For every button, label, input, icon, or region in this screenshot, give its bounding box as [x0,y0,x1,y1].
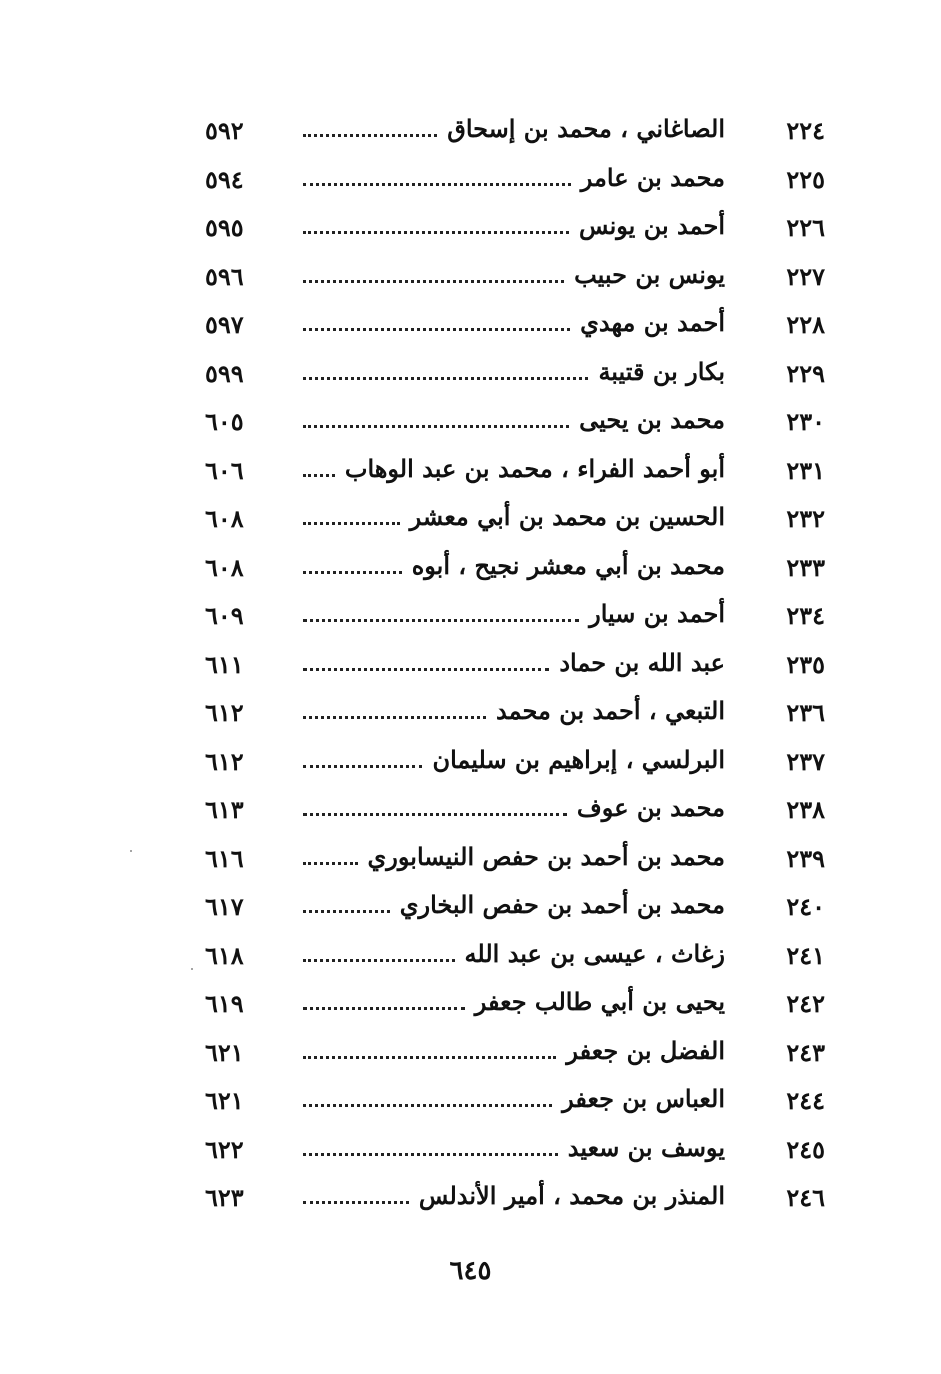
entry-number: ٢٢٨ [786,310,825,339]
entry-page: ٥٩٦ [205,261,244,291]
toc-entry [205,1179,825,1228]
scan-speck [191,968,193,970]
entry-number: ٢٤٢ [786,989,825,1018]
entry-title: التبعي ، أحمد بن محمد [496,696,725,725]
entry-page: ٦٠٩ [205,601,244,630]
dot-leader [303,1100,552,1107]
dot-leader [303,858,358,865]
table-of-contents [205,112,825,1228]
entry-number: ٢٤١ [786,940,825,970]
entry-number: ٢٢٦ [786,213,825,242]
entry-title: يونس بن حبيب [574,259,725,289]
toc-entry [205,888,825,937]
entry-number: ٢٣٤ [786,601,825,630]
entry-title: زغاث ، عيسى بن عبد الله [464,938,725,968]
entry-title: أحمد بن مهدي [580,308,725,337]
entry-title: محمد بن يحيى [579,405,725,434]
entry-title: عبد الله بن حماد [559,647,725,677]
toc-entry [205,403,825,452]
entry-number: ٢٤٣ [786,1037,825,1067]
entry-page: ٦٠٨ [205,552,244,582]
toc-entry [205,258,825,307]
entry-page: ٥٩٢ [205,116,244,145]
entry-title: أبو أحمد الفراء ، محمد بن عبد الوهاب [344,453,725,483]
entry-page: ٦١٣ [205,795,244,824]
dot-leader [303,1149,558,1156]
scan-speck [130,850,132,852]
toc-entry [205,209,825,258]
entry-title: يوسف بن سعيد [567,1132,725,1162]
entry-page: ٦١٧ [205,892,244,921]
entry-number: ٢٣٨ [786,795,825,824]
entry-title: محمد بن أبي معشر نجيح ، أبوه [411,550,725,580]
toc-entry [205,500,825,549]
entry-title: أحمد بن سيار [589,599,725,628]
entry-page: ٦١٩ [205,989,244,1018]
entry-number: ٢٣٢ [786,504,825,533]
dot-leader [303,470,335,477]
entry-page: ٦٢١ [205,1086,244,1115]
toc-entry [205,1131,825,1180]
entry-page: ٦١٨ [205,940,244,970]
dot-leader [303,761,422,768]
entry-title: محمد بن أحمد بن حفص النيسابوري [367,841,725,871]
toc-entry [205,549,825,598]
toc-entry [205,743,825,792]
entry-title: الصاغاني ، محمد بن إسحاق [447,114,725,143]
entry-number: ٢٤٠ [786,892,825,921]
entry-page: ٦٠٥ [205,407,244,436]
dot-leader [303,955,455,962]
toc-entry [205,355,825,404]
toc-entry [205,694,825,743]
entry-number: ٢٢٥ [786,164,825,194]
entry-title: يحيى بن أبي طالب جعفر [474,987,725,1016]
entry-title: محمد بن أحمد بن حفص البخاري [399,890,725,919]
entry-page: ٦١٢ [205,698,244,727]
dot-leader [303,227,569,234]
toc-entry [205,985,825,1034]
entry-page: ٦١١ [205,649,244,679]
entry-number: ٢٣١ [786,455,825,485]
dot-leader [303,130,437,137]
dot-leader [303,1197,409,1204]
dot-leader [303,179,571,186]
entry-number: ٢٢٤ [786,116,825,145]
dot-leader [303,1052,556,1059]
dot-leader [303,276,564,283]
entry-title: محمد بن عامر [580,162,725,192]
toc-entry [205,840,825,889]
entry-number: ٢٣٠ [786,407,825,436]
toc-entry [205,1034,825,1083]
entry-page: ٥٩٤ [205,164,244,194]
dot-leader [303,518,400,525]
dot-leader [303,1003,465,1010]
dot-leader [303,567,402,574]
dot-leader [303,712,486,719]
dot-leader [303,664,549,671]
entry-title: أحمد بن يونس [579,211,725,240]
toc-entry [205,112,825,161]
entry-title: المنذر بن محمد ، أمير الأندلس [418,1181,725,1210]
entry-page: ٥٩٧ [205,310,244,339]
entry-title: العباس بن جعفر [562,1084,725,1113]
entry-number: ٢٤٦ [786,1183,825,1212]
toc-entry [205,161,825,210]
entry-title: الفضل بن جعفر [566,1035,725,1065]
entry-number: ٢٣٣ [786,552,825,582]
entry-number: ٢٣٩ [786,843,825,873]
dot-leader [303,324,570,331]
dot-leader [303,421,569,428]
dot-leader [303,906,390,913]
toc-entry [205,452,825,501]
entry-number: ٢٣٥ [786,649,825,679]
toc-entry [205,306,825,355]
entry-page: ٥٩٥ [205,213,244,242]
toc-entry [205,791,825,840]
dot-leader [303,615,579,622]
dot-leader [303,809,567,816]
entry-page: ٦٢٣ [205,1183,244,1212]
entry-number: ٢٢٧ [786,261,825,291]
entry-page: ٦٢٢ [205,1134,244,1164]
entry-number: ٢٤٤ [786,1086,825,1115]
entry-page: ٦١٢ [205,746,244,776]
entry-number: ٢٣٦ [786,698,825,727]
entry-number: ٢٣٧ [786,746,825,776]
toc-entry [205,646,825,695]
toc-entry [205,937,825,986]
entry-title: الحسين بن محمد بن أبي معشر [409,502,725,531]
entry-page: ٦٠٨ [205,504,244,533]
entry-number: ٢٤٥ [786,1134,825,1164]
entry-page: ٥٩٩ [205,358,244,388]
page-number: ٦٤٥ [449,1256,492,1286]
entry-title: البرلسي ، إبراهيم بن سليمان [432,744,725,774]
entry-page: ٦٠٦ [205,455,244,485]
toc-entry [205,597,825,646]
entry-page: ٦١٦ [205,843,244,873]
dot-leader [303,373,588,380]
toc-entry [205,1082,825,1131]
entry-number: ٢٢٩ [786,358,825,388]
entry-title: محمد بن عوف [576,793,725,822]
entry-page: ٦٢١ [205,1037,244,1067]
entry-title: بكار بن قتيبة [598,356,725,386]
